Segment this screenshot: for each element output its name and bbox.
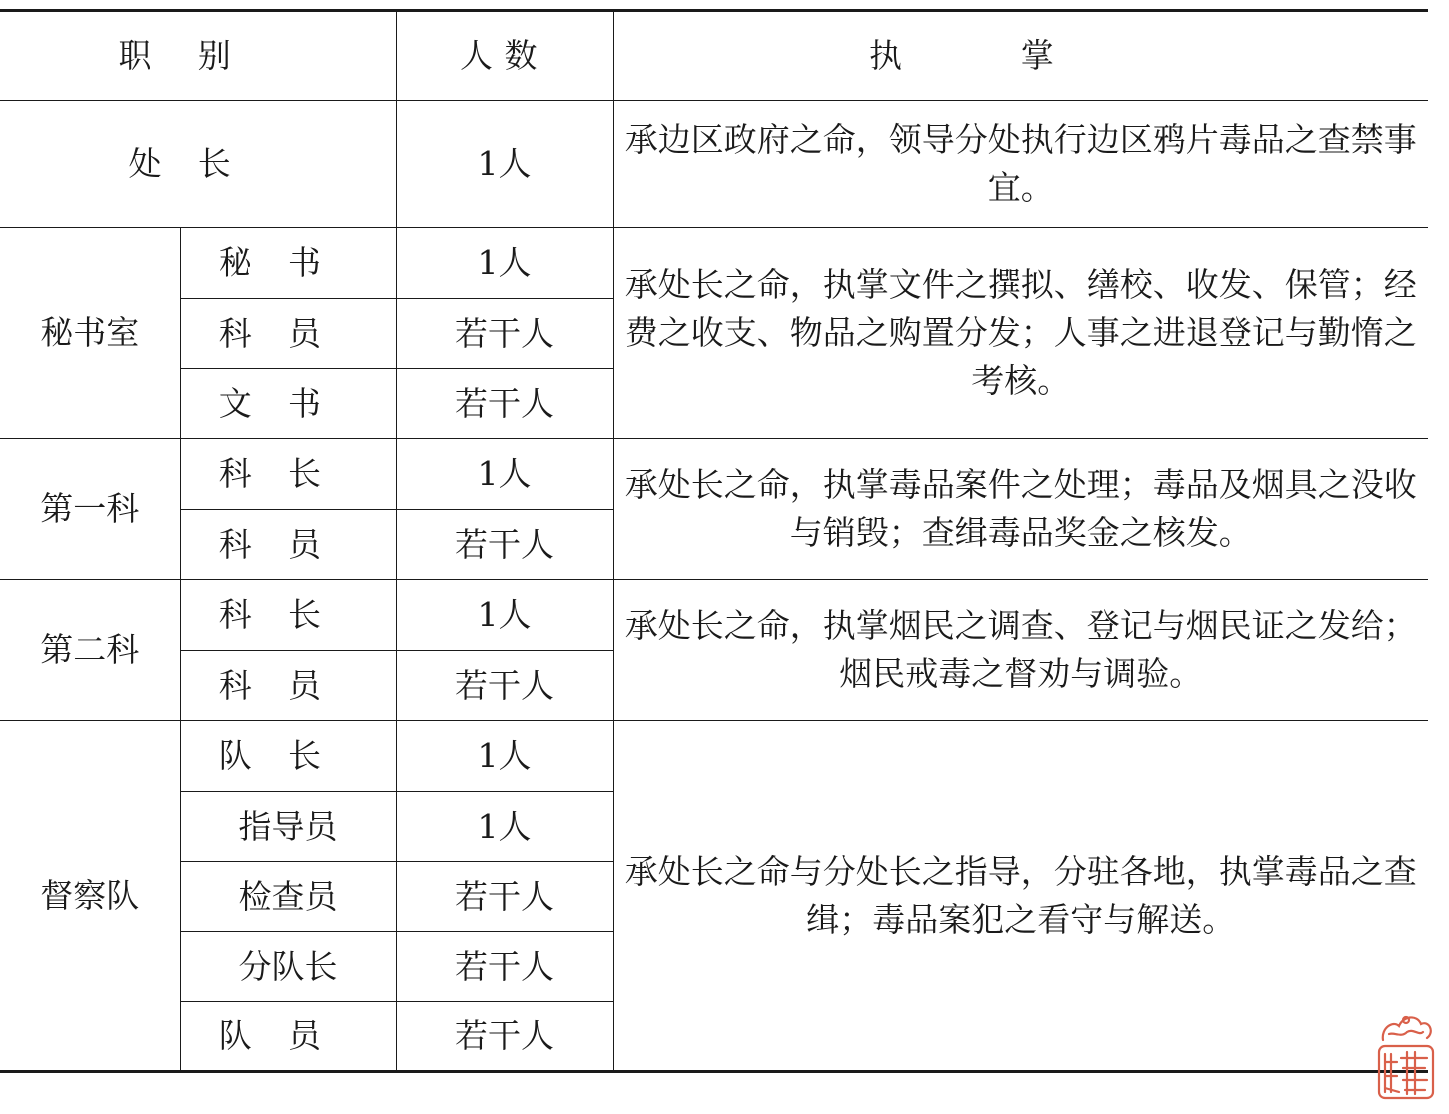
position-count: 1人 [396, 580, 613, 651]
position-count: 若干人 [396, 510, 613, 580]
position-title: 秘书 [180, 228, 396, 299]
header-position: 职别 [0, 11, 396, 101]
position-title: 科长 [180, 439, 396, 510]
position-title: 队长 [180, 721, 396, 792]
position-count: 1人 [396, 792, 613, 862]
position-title: 科员 [180, 651, 396, 721]
position-title: 科员 [180, 510, 396, 580]
secretariat-duty: 承处长之命，执掌文件之撰拟、缮校、收发、保管；经费之收支、物品之购置分发；人事之进退登记与勤惰之考核。 [613, 228, 1428, 439]
position-title: 队员 [180, 1002, 396, 1072]
section-two-duty: 承处长之命，执掌烟民之调查、登记与烟民证之发给；烟民戒毒之督劝与调验。 [613, 580, 1428, 721]
position-count: 若干人 [396, 1002, 613, 1072]
header-row [0, 11, 1428, 101]
table-row [0, 580, 1428, 651]
unit-inspection-team: 督察队 [0, 721, 180, 1072]
position-count: 若干人 [396, 299, 613, 369]
position-count: 若干人 [396, 932, 613, 1002]
director-title: 处长 [0, 101, 396, 228]
position-title: 分队长 [180, 932, 396, 1002]
position-title: 文书 [180, 369, 396, 439]
position-title: 科长 [180, 580, 396, 651]
table-row [0, 228, 1428, 299]
position-count: 1人 [396, 721, 613, 792]
section-one-duty: 承处长之命，执掌毒品案件之处理；毒品及烟具之没收与销毁；查缉毒品奖金之核发。 [613, 439, 1428, 580]
position-title: 检查员 [180, 862, 396, 932]
table-row [0, 721, 1428, 792]
position-count: 若干人 [396, 862, 613, 932]
director-count: 1人 [396, 101, 613, 228]
position-count: 若干人 [396, 369, 613, 439]
position-title: 指导员 [180, 792, 396, 862]
unit-section-one: 第一科 [0, 439, 180, 580]
unit-secretariat: 秘书室 [0, 228, 180, 439]
position-title: 科员 [180, 299, 396, 369]
unit-section-two: 第二科 [0, 580, 180, 721]
header-count: 人数 [396, 11, 613, 101]
director-duty: 承边区政府之命，领导分处执行边区鸦片毒品之查禁事宜。 [613, 101, 1428, 228]
header-duty: 执掌 [613, 11, 1428, 101]
collector-seal-icon [1375, 1010, 1437, 1102]
table-row [0, 101, 1428, 228]
table-row [0, 439, 1428, 510]
position-count: 1人 [396, 439, 613, 510]
position-count: 1人 [396, 228, 613, 299]
organization-table [0, 9, 1428, 1073]
position-count: 若干人 [396, 651, 613, 721]
inspection-team-duty: 承处长之命与分处长之指导，分驻各地，执掌毒品之查缉；毒品案犯之看守与解送。 [613, 721, 1428, 1072]
